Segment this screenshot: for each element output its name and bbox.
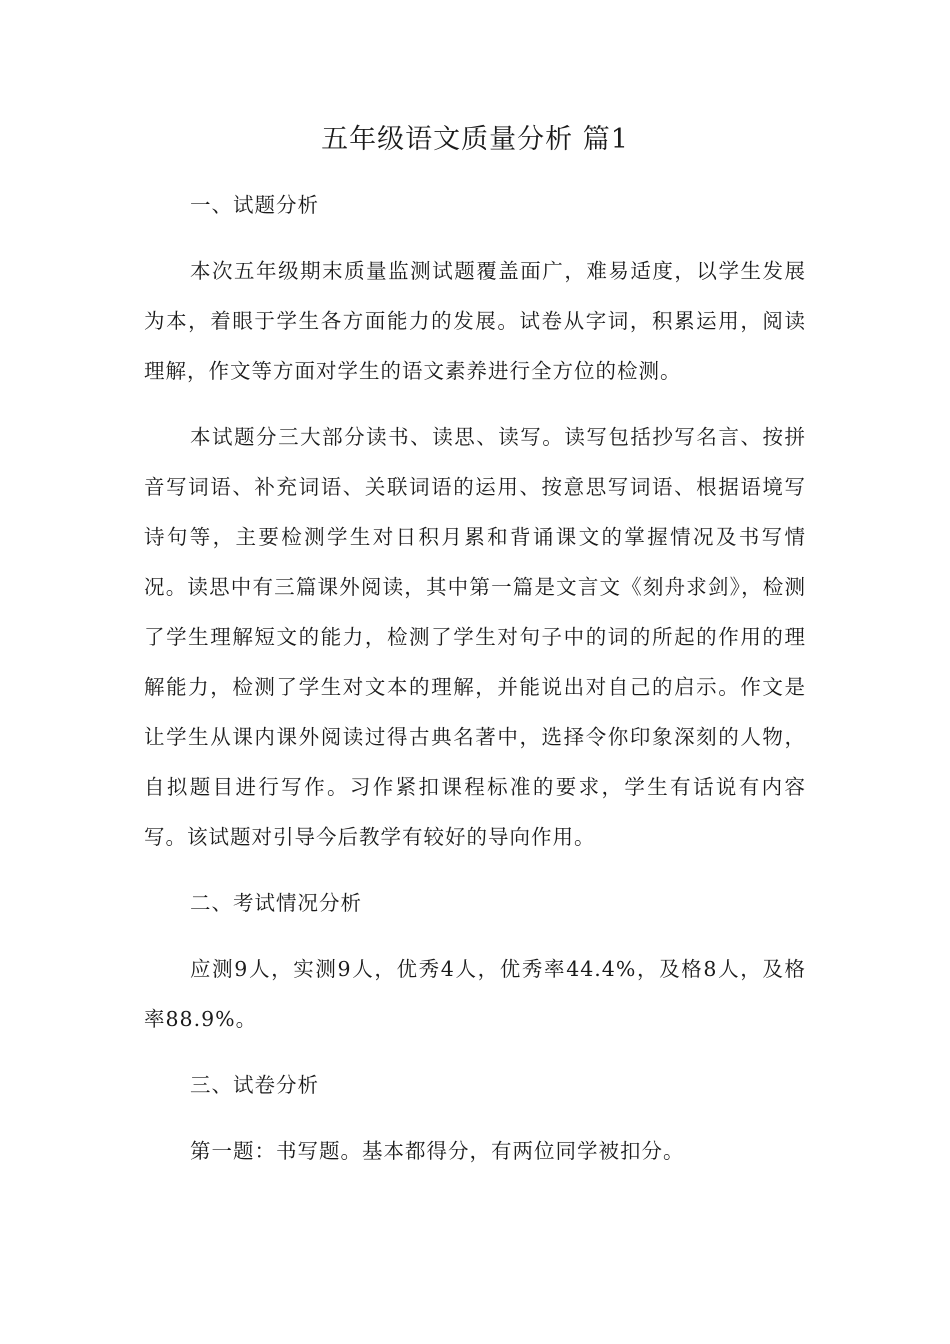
paragraph-test-structure: 本试题分三大部分读书、读思、读写。读写包括抄写名言、按拼音写词语、补充词语、关联词语的运用、按意思写词语、根据语境写诗句等，主要检测学生对日积月累和背诵课文的掌握情况及书写情况。读思中有三篇课外阅读，其中第一篇是文言文《刻舟求剑》，检测了学生理解短文的能力，检测了学生对句子中的词的所起的作用的理解能力，检测了学生对文本的理解，并能说出对自己的启示。作文是让学生从课内课外阅读过得古典名著中，选择令你印象深刻的人物，自拟题目进行写作。习作紧扣课程标准的要求，学生有话说有内容写。该试题对引导今后教学有较好的导向作用。	[144, 425, 806, 849]
spacer	[144, 230, 806, 246]
spacer	[144, 862, 806, 878]
section-heading-3: 三、试卷分析	[190, 1073, 319, 1097]
paragraph-exam-stats: 应测9人，实测9人，优秀4人，优秀率44.4%，及格8人，及格率88.9%。	[144, 957, 806, 1031]
spacer	[144, 928, 806, 944]
document-body	[144, 180, 806, 1176]
section-heading-1: 一、试题分析	[190, 193, 319, 217]
paragraph-test-overview: 本次五年级期末质量监测试题覆盖面广，难易适度，以学生发展为本，着眼于学生各方面能力的发展。试卷从字词，积累运用，阅读理解，作文等方面对学生的语文素养进行全方位的检测。	[144, 259, 806, 383]
spacer	[144, 1044, 806, 1060]
paragraph-question-1: 第一题：书写题。基本都得分，有两位同学被扣分。	[190, 1139, 685, 1163]
spacer	[144, 1110, 806, 1126]
section-heading-2: 二、考试情况分析	[190, 891, 362, 915]
document-title: 五年级语文质量分析 篇1	[321, 124, 629, 155]
spacer	[144, 396, 806, 412]
